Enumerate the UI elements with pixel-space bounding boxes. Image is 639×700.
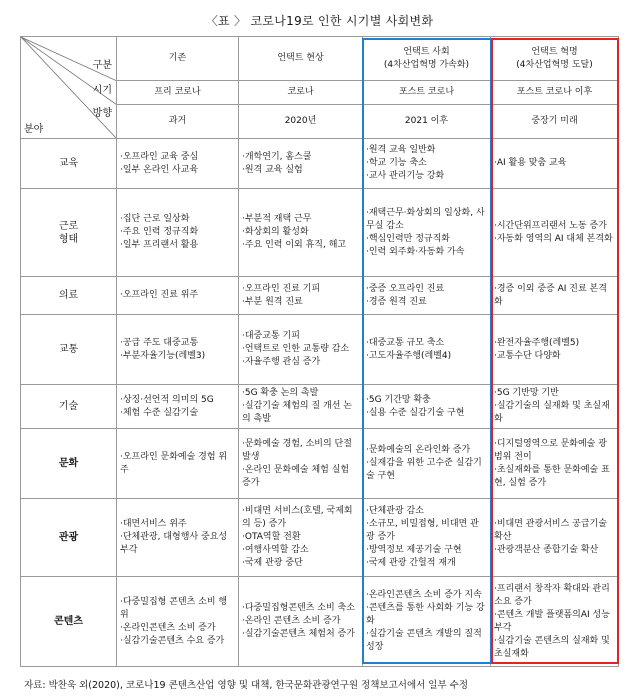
cell-bullet: ·자율주행 관심 증가 (242, 357, 321, 367)
cell-bullet: ·교통수단 다양화 (494, 350, 561, 361)
cell-bullet: ·실감기술 콘텐츠 개발의 질적성장 (366, 629, 482, 652)
cell-bullet: ·다중밀집형 콘텐츠 소비 행위 (120, 596, 228, 620)
corner-header (21, 37, 117, 139)
corner-direction-label: 방향 (92, 108, 112, 119)
cell-bullet: ·시간단위프리랜서 노동 증가 (494, 220, 607, 231)
cell-bullet: ·소규모, 비밀접형, 비대면 관광 증가 (366, 519, 479, 542)
table-cell (117, 429, 239, 499)
cell-bullet: ·디지털영역으로 문화예술 광범위 전이 (494, 438, 607, 462)
source-note: 자료: 박찬욱 외(2020), 코로나19 콘텐츠산업 영향 및 대책, 한국문화관광연구원 정책보고서에서 일부 수정 (24, 680, 469, 691)
cell-bullet: ·다중밀집형콘텐츠 소비 축소 (242, 603, 355, 613)
cell-bullet: ·부분 원격 진료 (242, 296, 303, 307)
cell-bullet: ·핵심인력만 정규직화 (366, 233, 450, 244)
col-period-3: 포스트 코로나 이후 (491, 81, 619, 105)
corner-field-label: 분야 (24, 124, 44, 135)
cell-bullet: ·집단 근로 일상화 (120, 214, 190, 224)
table-row (21, 499, 619, 577)
cell-bullet: ·관광객분산 종합기술 확산 (494, 545, 599, 555)
col-period-2: 포스트 코로나 (363, 81, 491, 105)
cell-bullet: ·주요 인력 이외 휴직, 해고 (242, 240, 347, 250)
table-cell (363, 277, 491, 315)
cell-bullet: ·상징·선언적 의미의 5G (120, 394, 214, 405)
table-cell (363, 315, 491, 385)
row-label: 콘텐츠 (21, 577, 117, 667)
cell-bullet: ·단체관광, 대형행사 중요성 부각 (120, 532, 228, 555)
cell-bullet: ·실감기술콘텐츠 수요 증가 (120, 635, 225, 646)
table-cell (239, 189, 363, 277)
table-row (21, 315, 619, 385)
table-cell (239, 315, 363, 385)
cell-bullet: ·일부 프리랜서 활용 (120, 240, 199, 250)
table-cell (239, 277, 363, 315)
cell-bullet: ·5G 확충 논의 촉발 (242, 388, 319, 398)
cell-bullet: ·초실재화를 통한 문화예술 표현, 실험 증가 (494, 464, 610, 488)
table-row (21, 385, 619, 429)
table-cell (363, 385, 491, 429)
row-label: 기술 (21, 385, 117, 429)
row-label: 근로 형태 (21, 189, 117, 277)
cell-bullet: ·공급 주도 대중교통 (120, 337, 199, 348)
cell-bullet: ·방역정보 제공기술 구현 (366, 545, 462, 555)
table-row (21, 277, 619, 315)
cell-bullet: ·인력 외주화·자동화 가속 (366, 246, 465, 257)
cell-bullet: ·대면서비스 위주 (120, 519, 187, 529)
cell-bullet: ·오프라인 문화예술 경험 위주 (120, 451, 228, 475)
cell-bullet: ·경증 원격 진료 (366, 296, 427, 307)
cell-bullet: ·학교 기능 축소 (366, 158, 427, 168)
col-name-0: 기존 (117, 37, 239, 81)
cell-bullet: ·오프라인 진료 위주 (120, 290, 199, 300)
table-cell (117, 499, 239, 577)
cell-bullet: ·AI 활용 맞춤 교육 (494, 158, 567, 168)
col-direction-1: 2020년 (239, 105, 363, 139)
cell-bullet: ·온라인 콘텐츠 소비 증가 (242, 616, 341, 626)
cell-bullet: ·실감기술 체험의 질 개선 논의 촉발 (242, 401, 352, 424)
table-row (21, 429, 619, 499)
corner-category-label: 구분 (92, 60, 112, 71)
table-cell (363, 139, 491, 189)
cell-bullet: ·경증 이외 중증 AI 진료 본격화 (494, 283, 607, 307)
row-label: 교통 (21, 315, 117, 385)
row-label: 교육 (21, 139, 117, 189)
cell-bullet: ·일부 온라인 사교육 (120, 164, 199, 175)
cell-bullet: ·체험 수준 실감기술 (120, 407, 199, 418)
cell-bullet: ·단체관광 감소 (366, 506, 424, 516)
row-label: 관광 (21, 499, 117, 577)
cell-bullet: ·오프라인 진료 기피 (242, 283, 321, 294)
cell-bullet: ·자동화 영역의 AI 대체 본격화 (494, 233, 613, 244)
cell-bullet: ·실감기술콘텐츠 체험처 증가 (242, 629, 355, 639)
table-cell (491, 315, 619, 385)
cell-bullet: ·5G 기간망 확충 (366, 394, 431, 405)
table-cell (363, 429, 491, 499)
col-name-3: 언택트 혁명 (4차산업혁명 도달) (491, 37, 619, 81)
cell-bullet: ·대중교통 규모 축소 (366, 337, 445, 348)
cell-bullet: ·비대면 서비스(호텔, 국제회의 등) 증가 (242, 506, 353, 529)
col-period-0: 프리 코로나 (117, 81, 239, 105)
cell-bullet: ·문화예술 경험, 소비의 단절 발생 (242, 438, 352, 462)
table-cell (117, 139, 239, 189)
cell-bullet: ·재택근무·화상회의 일상화, 사무실 감소 (366, 207, 485, 231)
table-cell (491, 277, 619, 315)
cell-bullet: ·중증 오프라인 진료 (366, 283, 445, 294)
table-cell (491, 189, 619, 277)
cell-bullet: ·콘텐츠 개발 플랫폼의AI 성능 부각 (494, 609, 610, 633)
cell-bullet: ·부분적 재택 근무 (242, 214, 312, 224)
table-cell (491, 577, 619, 667)
social-change-table (20, 36, 619, 667)
table-row (21, 577, 619, 667)
col-name-1: 언택트 현상 (239, 37, 363, 81)
col-direction-3: 중장기 미래 (491, 105, 619, 139)
cell-bullet: ·원격 교육 일반화 (366, 145, 436, 155)
cell-bullet: ·온라인콘텐츠 소비 증가 (120, 622, 216, 633)
cell-bullet: ·실감기술 콘텐츠의 실재화 및 초실재화 (494, 635, 610, 659)
col-direction-2: 2021 이후 (363, 105, 491, 139)
cell-bullet: ·콘텐츠를 통한 사회화 기능 강화 (366, 603, 485, 626)
table-title: 〈표 〉 코로나19로 인한 시기별 사회변화 (205, 14, 434, 28)
cell-bullet: ·OTA역할 전환 (242, 532, 301, 542)
table-cell (363, 577, 491, 667)
cell-bullet: ·여행사역할 감소 (242, 545, 309, 555)
cell-bullet: ·주요 인력 정규직화 (120, 227, 199, 237)
cell-bullet: ·실재감을 위한 고수준 실감기술 구현 (366, 458, 482, 481)
table-cell (239, 577, 363, 667)
cell-bullet: ·비대면 관광서비스 공급기술 확산 (494, 519, 607, 542)
cell-bullet: ·국제 관광 중단 (242, 558, 303, 568)
cell-bullet: ·국제 관광 간헐적 재개 (366, 558, 456, 568)
table-cell (491, 429, 619, 499)
table-cell (491, 139, 619, 189)
table-cell (363, 189, 491, 277)
table-cell (239, 385, 363, 429)
cell-bullet: ·오프라인 교육 중심 (120, 151, 199, 162)
cell-bullet: ·원격 교육 실험 (242, 164, 303, 175)
table-cell (117, 277, 239, 315)
table-cell (491, 499, 619, 577)
table-cell (117, 189, 239, 277)
table-cell (363, 499, 491, 577)
table-cell (117, 577, 239, 667)
cell-bullet: ·5G 기반망 기반 (494, 388, 559, 398)
cell-bullet: ·프리랜서 창작자 확대와 관리소요 증가 (494, 583, 610, 607)
cell-bullet: ·대중교통 기피 (242, 331, 300, 341)
table-cell (117, 385, 239, 429)
cell-bullet: ·실용 수준 실감기술 구현 (366, 407, 465, 418)
row-label: 문화 (21, 429, 117, 499)
table-row (21, 139, 619, 189)
col-name-2: 언택트 사회 (4차산업혁명 가속화) (363, 37, 491, 81)
cell-bullet: ·개학연기, 홈스쿨 (242, 151, 312, 162)
cell-bullet: ·부분자율기능(레벨3) (120, 350, 206, 361)
table-cell (239, 499, 363, 577)
cell-bullet: ·언택트로 인한 교통량 감소 (242, 344, 350, 354)
table-cell (239, 429, 363, 499)
cell-bullet: ·실감기술의 실재화 및 초실재화 (494, 401, 610, 424)
col-direction-0: 과거 (117, 105, 239, 139)
table-row (21, 189, 619, 277)
table-cell (239, 139, 363, 189)
cell-bullet: ·화상회의 활성화 (242, 227, 309, 237)
cell-bullet: ·완전자율주행(레벨5) (494, 337, 580, 348)
table-cell (491, 385, 619, 429)
col-period-1: 코로나 (239, 81, 363, 105)
table-cell (117, 315, 239, 385)
cell-bullet: ·온라인 문화예술 체험 실험 증가 (242, 464, 350, 488)
header-row-category (21, 37, 619, 81)
cell-bullet: ·문화예술의 온라인화 증가 (366, 445, 471, 455)
cell-bullet: ·고도자율주행(레벨4) (366, 350, 452, 361)
corner-period-label: 시기 (92, 85, 112, 96)
row-label: 의료 (21, 277, 117, 315)
cell-bullet: ·온라인콘텐츠 소비 증가 지속 (366, 590, 482, 600)
cell-bullet: ·교사 관리기능 강화 (366, 171, 445, 181)
